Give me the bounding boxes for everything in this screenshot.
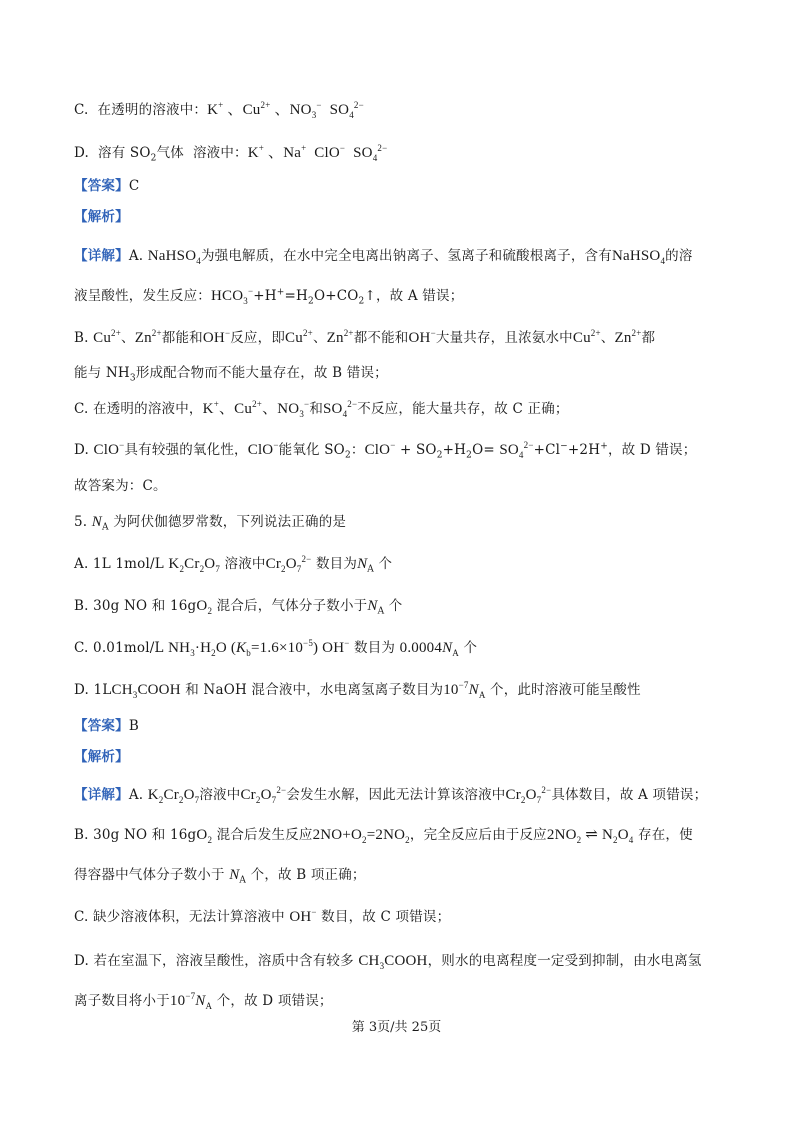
q4-detail-b-line1: B. $Cu^{2+}$、$Zn^{2+}$都能和OH−反应，即$Cu^{2+}$、$Zn^{2+}$都不能和OH−大量共存，且浓氨水中$Cu^{2+}$、$Zn^{2+}$都 xyxy=(74,328,656,346)
q4-answer xyxy=(74,175,753,197)
q5-detail-d-line2: 离子数目将小于$10^{-7}N_A$ 个，故 D 项错误； xyxy=(74,991,333,1011)
q4-analysis-tag xyxy=(74,206,753,228)
q5-detail-c: C. 缺少溶液体积，无法计算溶液中 OH− 数目，故 C 项错误； xyxy=(74,907,451,925)
q4-conclusion: 故答案为：C。 xyxy=(74,478,167,494)
q4-option-d: D. 溶有 $SO_2$气体 溶液中：K+ 、Na+ ClO− $SO_4^{2-}$ xyxy=(74,143,388,164)
page-footer: 第 3页/共 25页 xyxy=(351,1020,442,1035)
q5-detail-b-line1: B. 30g NO 和 $16gO_2$ 混合后发生反应$2NO+O_2=2NO_2$，完全反应后由于反应$2NO_2$ ⇌ $N_2O_4$ 存在，使 xyxy=(74,827,693,845)
q5-option-a: A. 1L 1mol/L $K_2Cr_2O_7$ 溶液中$Cr_2O_7^{2-}$ 数目为$N_A$ 个 xyxy=(74,554,393,575)
q5-detail-b-line2: 得容器中气体分子数小于 $N_A$ 个，故 B 项正确； xyxy=(74,867,366,886)
detail-tag: 【详解】 xyxy=(74,248,129,264)
q4-detail-a-line2: 液呈酸性，发生反应：$HCO_3^-+H^+=H_2O+CO_2↑$，故 A 错误； xyxy=(74,286,464,307)
q5-detail-d-line1: D. 若在室温下，溶液呈酸性，溶质中含有较多 $CH_3COOH$，则水的电离程度一定受到抑制，由水电离氢 xyxy=(74,953,702,971)
q4-detail-d: D. ClO−具有较强的氧化性，ClO−能氧化 $SO_2$：$ClO^- + SO_2+H_2O= SO_4^{2-}+Cl^-+2H^+$，故 D 错误； xyxy=(74,440,697,461)
q5-analysis-tag xyxy=(74,746,753,768)
q5-stem: 5. $N_A$ 为阿伏伽德罗常数，下列说法正确的是 xyxy=(74,514,347,533)
q5-option-b: B. 30g NO 和 $16gO_2$ 混合后，气体分子数小于$N_A$ 个 xyxy=(74,598,403,617)
q4-detail-c: C. 在透明的溶液中，K+、$Cu^{2+}$、$NO_3^-$和$SO_4^{2-}$不反应，能大量共存，故 C 正确； xyxy=(74,399,569,419)
answer-value: B xyxy=(128,718,139,734)
q4-detail-a-line1: 【详解】A. NaHSO$_4$为强电解质，在水中完全电离出钠离子、氢离子和硫酸根离子，含有NaHSO$_4$的溶 xyxy=(74,248,693,266)
q5-option-d: D. $1LCH_3COOH$ 和 NaOH 混合液中，水电离氢离子数目为$10^{-7}N_A$ 个，此时溶液可能呈酸性 xyxy=(74,680,641,700)
answer-tag: 【答案】 xyxy=(74,718,129,734)
answer-tag: 【答案】 xyxy=(74,178,129,194)
analysis-tag: 【解析】 xyxy=(74,749,129,765)
answer-value: C xyxy=(128,178,140,194)
detail-tag: 【详解】 xyxy=(74,787,129,803)
analysis-tag: 【解析】 xyxy=(74,209,129,225)
q5-detail-a: 【详解】A. $K_2Cr_2O_7$溶液中$Cr_2O_7^{2-}$会发生水解，因此无法计算该溶液中$Cr_2O_7^{2-}$具体数目，故 A 项错误； xyxy=(74,785,708,805)
q5-answer xyxy=(74,715,753,737)
q4-option-c: C. 在透明的溶液中：K+ 、$Cu^{2+}$ 、$NO_3^-$ $SO_4^{2-}$ xyxy=(74,100,364,120)
q5-option-c: C. 0.01mol/L $NH_3\cdot H_2O$ $(K_b=1.6\times 10^{-5})$ OH− 数目为 $0.0004N_A$ 个 xyxy=(74,638,478,658)
q4-detail-b-line2: 能与 $NH_3$形成配合物而不能大量存在，故 B 错误； xyxy=(74,365,388,384)
